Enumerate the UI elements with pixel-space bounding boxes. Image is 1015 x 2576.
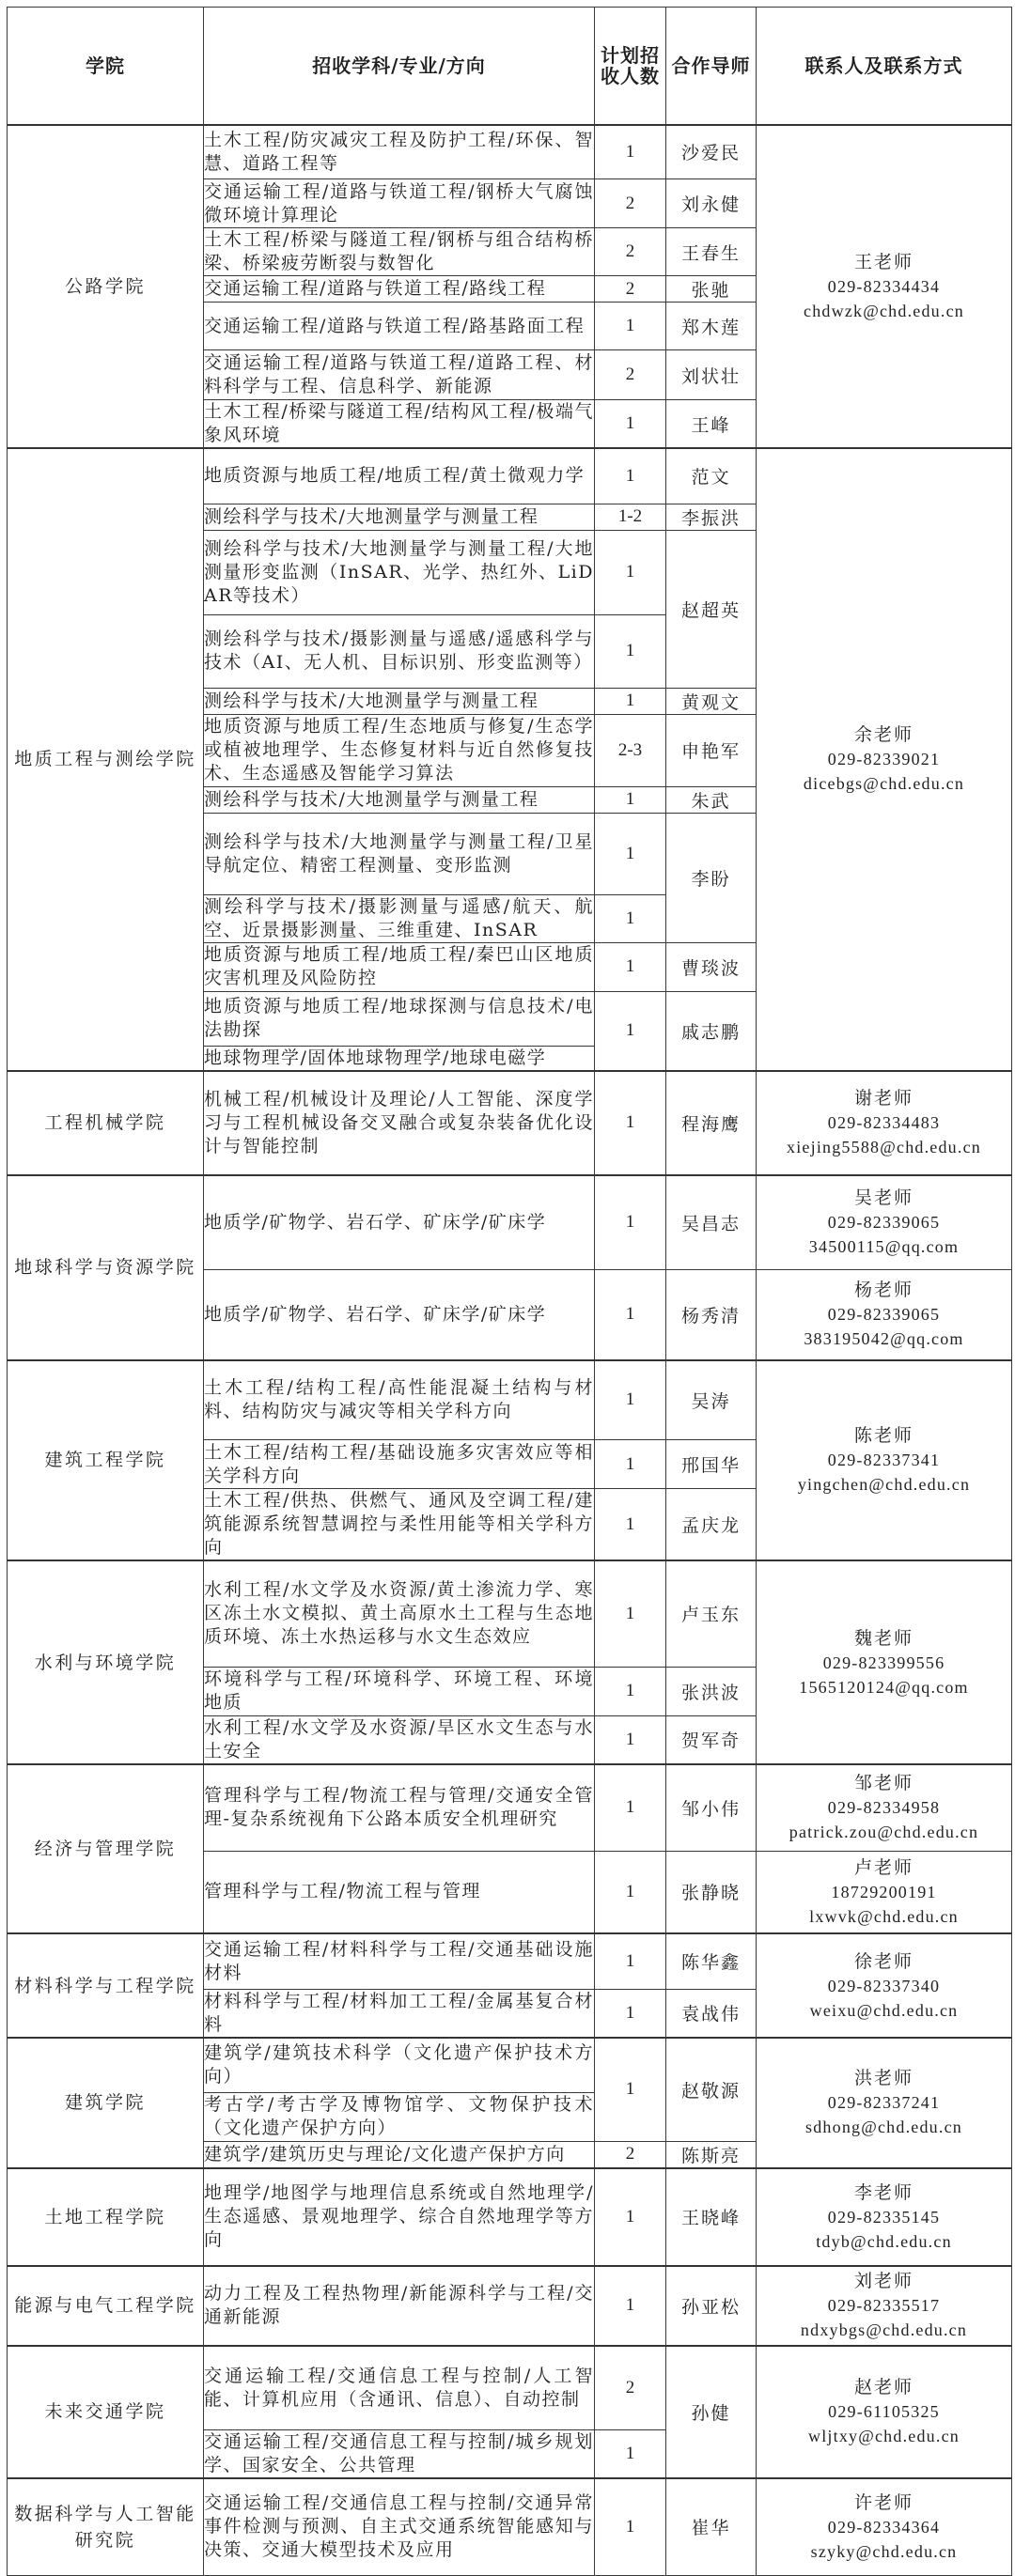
table-row <box>8 2168 1012 2266</box>
college-cell: 地质工程与测绘学院 <box>8 448 204 1071</box>
header-contact: 联系人及联系方式 <box>757 8 1012 125</box>
subject-cell: 水利工程/水文学及水资源/旱区水文生态与水土安全 <box>204 1715 595 1764</box>
contact-cell <box>757 2478 1012 2575</box>
contact-phone: 029-823399556 <box>822 1653 945 1672</box>
contact-phone: 029-82337241 <box>827 2093 941 2113</box>
contact-name: 王老师 <box>853 251 914 272</box>
quota-cell: 1 <box>595 2266 666 2346</box>
contact-email: 1565120124@qq.com <box>799 1677 969 1697</box>
quota-cell: 1 <box>595 1071 666 1175</box>
quota-cell: 1 <box>595 894 666 942</box>
contact-email: 383195042@qq.com <box>804 1329 964 1349</box>
quota-cell: 2 <box>595 179 666 228</box>
college-cell: 公路学院 <box>8 125 204 449</box>
contact-phone: 029-61105325 <box>828 2402 940 2422</box>
quota-cell: 1 <box>595 2430 666 2479</box>
quota-cell: 1 <box>595 125 666 179</box>
contact-name: 杨老师 <box>853 1280 914 1301</box>
subject-cell: 交通运输工程/交通信息工程与控制/交通异常事件检测与预测、自主式交通系统智能感知与决策、交通大模型技术及应用 <box>204 2478 595 2575</box>
mentor-cell: 曹琰波 <box>666 942 757 991</box>
college-cell: 经济与管理学院 <box>8 1764 204 1933</box>
quota-cell: 1 <box>595 1715 666 1764</box>
college-cell: 水利与环境学院 <box>8 1560 204 1764</box>
quota-cell: 1 <box>595 2478 666 2575</box>
mentor-cell: 贺军奇 <box>666 1715 757 1764</box>
contact-cell <box>757 1071 1012 1175</box>
contact-phone: 18729200191 <box>831 1882 937 1901</box>
contact-email: yingchen@chd.edu.cn <box>797 1475 971 1495</box>
subject-cell: 交通运输工程/交通信息工程与控制/城乡规划学、国家安全、公共管理 <box>204 2430 595 2479</box>
mentor-cell: 吴涛 <box>666 1360 757 1440</box>
header-college: 学院 <box>8 8 204 125</box>
subject-cell: 地理学/地图学与地理信息系统或自然地理学/生态遥感、景观地理学、综合自然地理学等方向 <box>204 2168 595 2266</box>
quota-cell: 2 <box>595 350 666 400</box>
contact-email: lxwvk@chd.edu.cn <box>809 1906 959 1926</box>
quota-cell: 2 <box>595 228 666 276</box>
college-cell: 建筑学院 <box>8 2038 204 2168</box>
subject-cell: 地质资源与地质工程/生态地质与修复/生态学或植被地理学、生态修复材料与近自然修复技术、生态遥感及智能学习算法 <box>204 714 595 786</box>
mentor-cell: 程海鹰 <box>666 1071 757 1175</box>
contact-phone: 029-82337341 <box>827 1451 941 1470</box>
table-row <box>8 1360 1012 1440</box>
mentor-cell: 孙健 <box>666 2346 757 2479</box>
contact-email: 34500115@qq.com <box>808 1237 960 1257</box>
mentor-cell: 张静晓 <box>666 1851 757 1933</box>
table-header-row <box>8 8 1012 125</box>
contact-cell <box>757 1764 1012 1851</box>
mentor-cell: 陈斯亮 <box>666 2141 757 2168</box>
subject-cell: 地质学/矿物学、岩石学、矿床学/矿床学 <box>204 1270 595 1360</box>
college-cell: 数据科学与人工智能研究院 <box>8 2478 204 2575</box>
quota-cell: 1 <box>595 942 666 991</box>
contact-name: 邹老师 <box>853 1773 914 1794</box>
mentor-cell: 黄观文 <box>666 688 757 714</box>
subject-cell: 环境科学与工程/环境科学、环境工程、环境地质 <box>204 1667 595 1715</box>
subject-cell: 测绘科学与技术/大地测量学与测量工程 <box>204 688 595 714</box>
quota-cell: 1 <box>595 530 666 614</box>
table-row <box>8 125 1012 179</box>
mentor-cell: 王峰 <box>666 400 757 449</box>
contact-cell <box>757 2038 1012 2168</box>
subject-cell: 测绘科学与技术/大地测量学与测量工程 <box>204 786 595 813</box>
contact-cell <box>757 2266 1012 2346</box>
subject-cell: 考古学/考古学及博物馆学、文物保护技术（文化遗产保护方向） <box>204 2092 595 2141</box>
table-row <box>8 2478 1012 2575</box>
subject-cell: 材料科学与工程/材料加工工程/金属基复合材料 <box>204 1989 595 2038</box>
quota-cell: 1 <box>595 991 666 1071</box>
contact-name: 洪老师 <box>853 2068 914 2089</box>
college-cell: 地球科学与资源学院 <box>8 1175 204 1360</box>
mentor-cell: 邹小伟 <box>666 1764 757 1851</box>
contact-name: 陈老师 <box>853 1425 914 1447</box>
subject-cell: 土木工程/桥梁与隧道工程/钢桥与组合结构桥梁、桥梁疲劳断裂与数智化 <box>204 228 595 276</box>
mentor-cell: 李振洪 <box>666 504 757 530</box>
mentor-cell: 郑木莲 <box>666 303 757 350</box>
mentor-cell: 邢国华 <box>666 1440 757 1489</box>
college-cell: 建筑工程学院 <box>8 1360 204 1561</box>
quota-cell: 1 <box>595 1933 666 1989</box>
contact-cell <box>757 1270 1012 1360</box>
mentor-cell: 陈华鑫 <box>666 1933 757 1989</box>
quota-cell: 1 <box>595 1667 666 1715</box>
quota-cell: 1 <box>595 1360 666 1440</box>
subject-cell: 测绘科学与技术/摄影测量与遥感/航天、航空、近景摄影测量、三维重建、InSAR <box>204 894 595 942</box>
mentor-cell: 王晓峰 <box>666 2168 757 2266</box>
subject-cell: 测绘科学与技术/摄影测量与遥感/遥感科学与技术（AI、无人机、目标识别、形变监测等） <box>204 614 595 688</box>
subject-cell: 管理科学与工程/物流工程与管理 <box>204 1851 595 1933</box>
quota-cell: 2 <box>595 2346 666 2430</box>
contact-phone: 029-82334364 <box>827 2517 941 2537</box>
mentor-cell: 袁战伟 <box>666 1989 757 2038</box>
contact-phone: 029-82339065 <box>827 1305 941 1325</box>
contact-phone: 029-82334483 <box>827 1113 941 1132</box>
contact-name: 刘老师 <box>853 2271 914 2291</box>
contact-email: weixu@chd.edu.cn <box>809 2000 959 2020</box>
contact-cell <box>757 448 1012 1071</box>
header-subject: 招收学科/专业/方向 <box>204 8 595 125</box>
table-row <box>8 448 1012 504</box>
mentor-cell: 戚志鹏 <box>666 991 757 1071</box>
subject-cell: 地质资源与地质工程/地质工程/秦巴山区地质灾害机理及风险防控 <box>204 942 595 991</box>
subject-cell: 地质学/矿物学、岩石学、矿床学/矿床学 <box>204 1175 595 1270</box>
table-row <box>8 1175 1012 1270</box>
contact-name: 李老师 <box>853 2181 914 2203</box>
subject-cell: 交通运输工程/材料科学与工程/交通基础设施材料 <box>204 1933 595 1989</box>
mentor-cell: 范文 <box>666 448 757 504</box>
subject-cell: 管理科学与工程/物流工程与管理/交通安全管理-复杂系统视角下公路本质安全机理研究 <box>204 1764 595 1851</box>
contact-phone: 029-82337340 <box>827 1976 941 1995</box>
mentor-cell: 朱武 <box>666 786 757 813</box>
quota-cell: 1 <box>595 1851 666 1933</box>
subject-cell: 土木工程/结构工程/高性能混凝土结构与材料、结构防灾与减灾等相关学科方向 <box>204 1360 595 1440</box>
header-quota: 计划招收人数 <box>595 8 666 125</box>
subject-cell: 水利工程/水文学及水资源/黄土渗流力学、寒区冻土水文模拟、黄土高原水土工程与生态地质环境、冻土水热运移与水文生态效应 <box>204 1560 595 1667</box>
recruitment-table <box>7 7 1012 2576</box>
quota-cell: 2 <box>595 276 666 303</box>
subject-cell: 地质资源与地质工程/地质工程/黄土微观力学 <box>204 448 595 504</box>
quota-cell: 1 <box>595 448 666 504</box>
contact-email: chdwzk@chd.edu.cn <box>804 301 964 320</box>
mentor-cell: 张洪波 <box>666 1667 757 1715</box>
contact-phone: 029-82339065 <box>827 1213 941 1233</box>
contact-cell <box>757 1360 1012 1561</box>
quota-cell: 1 <box>595 1440 666 1489</box>
table-row <box>8 1764 1012 1851</box>
contact-name: 余老师 <box>853 724 914 746</box>
subject-cell: 土木工程/桥梁与隧道工程/结构风工程/极端气象风环境 <box>204 400 595 449</box>
contact-email: tdyb@chd.edu.cn <box>816 2231 952 2251</box>
mentor-cell: 刘状壮 <box>666 350 757 400</box>
quota-cell: 1 <box>595 2168 666 2266</box>
mentor-cell: 赵敬源 <box>666 2038 757 2141</box>
subject-cell: 测绘科学与技术/大地测量学与测量工程/大地测量形变监测（InSAR、光学、热红外、LiDAR等技术） <box>204 530 595 614</box>
contact-email: dicebgs@chd.edu.cn <box>803 774 965 794</box>
college-cell: 材料科学与工程学院 <box>8 1933 204 2038</box>
college-cell: 未来交通学院 <box>8 2346 204 2479</box>
subject-cell: 建筑学/建筑技术科学（文化遗产保护技术方向） <box>204 2038 595 2092</box>
quota-cell: 1 <box>595 1270 666 1360</box>
table-row <box>8 1933 1012 1989</box>
contact-name: 魏老师 <box>853 1627 914 1649</box>
contact-cell <box>757 2168 1012 2266</box>
contact-cell <box>757 1933 1012 2038</box>
subject-cell: 土木工程/结构工程/基础设施多灾害效应等相关学科方向 <box>204 1440 595 1489</box>
subject-cell: 交通运输工程/道路与铁道工程/道路工程、材料科学与工程、信息科学、新能源 <box>204 350 595 400</box>
contact-name: 许老师 <box>853 2491 914 2513</box>
header-mentor: 合作导师 <box>666 8 757 125</box>
subject-cell: 测绘科学与技术/大地测量学与测量工程/卫星导航定位、精密工程测量、变形监测 <box>204 813 595 894</box>
quota-cell: 1 <box>595 1560 666 1667</box>
subject-cell: 测绘科学与技术/大地测量学与测量工程 <box>204 504 595 530</box>
mentor-cell: 王春生 <box>666 228 757 276</box>
contact-email: xiejing5588@chd.edu.cn <box>787 1138 981 1156</box>
mentor-cell: 张驰 <box>666 276 757 303</box>
subject-cell: 交通运输工程/交通信息工程与控制/人工智能、计算机应用（含通讯、信息）、自动控制 <box>204 2346 595 2430</box>
subject-cell: 地质资源与地质工程/地球探测与信息技术/电法勘探 <box>204 991 595 1046</box>
contact-phone: 029-82334958 <box>827 1798 941 1818</box>
college-cell: 能源与电气工程学院 <box>8 2266 204 2346</box>
contact-cell <box>757 125 1012 449</box>
mentor-cell: 沙爱民 <box>666 125 757 179</box>
mentor-cell: 李盼 <box>666 813 757 942</box>
contact-email: ndxybgs@chd.edu.cn <box>800 2320 968 2339</box>
mentor-cell: 杨秀清 <box>666 1270 757 1360</box>
contact-phone: 029-82335145 <box>827 2207 941 2227</box>
mentor-cell: 崔华 <box>666 2478 757 2575</box>
contact-cell <box>757 1175 1012 1270</box>
contact-cell <box>757 1851 1012 1933</box>
mentor-cell: 孙亚松 <box>666 2266 757 2346</box>
table-row <box>8 2038 1012 2092</box>
mentor-cell: 赵超英 <box>666 530 757 688</box>
quota-cell: 1 <box>595 400 666 449</box>
mentor-cell: 刘永健 <box>666 179 757 228</box>
mentor-cell: 申艳军 <box>666 714 757 786</box>
contact-phone: 029-82334434 <box>827 276 941 296</box>
quota-cell: 1 <box>595 1764 666 1851</box>
quota-cell: 1 <box>595 614 666 688</box>
mentor-cell: 吴昌志 <box>666 1175 757 1270</box>
contact-email: patrick.zou@chd.edu.cn <box>789 1823 979 1842</box>
contact-cell <box>757 1560 1012 1764</box>
contact-name: 吴老师 <box>853 1187 914 1209</box>
quota-cell: 1 <box>595 688 666 714</box>
contact-cell <box>757 2346 1012 2479</box>
contact-name: 卢老师 <box>853 1856 914 1878</box>
contact-email: sdhong@chd.edu.cn <box>805 2118 962 2137</box>
college-cell: 土地工程学院 <box>8 2168 204 2266</box>
quota-cell: 1 <box>595 1175 666 1270</box>
contact-email: szyky@chd.edu.cn <box>810 2541 958 2561</box>
table-row <box>8 2266 1012 2346</box>
subject-cell: 交通运输工程/道路与铁道工程/路线工程 <box>204 276 595 303</box>
subject-cell: 土木工程/防灾减灾工程及防护工程/环保、智慧、道路工程等 <box>204 125 595 179</box>
quota-cell: 2 <box>595 2141 666 2168</box>
subject-cell: 土木工程/供热、供燃气、通风及空调工程/建筑能源系统智慧调控与柔性用能等相关学科方向 <box>204 1489 595 1561</box>
table-row <box>8 1560 1012 1667</box>
table-row <box>8 1071 1012 1175</box>
contact-name: 谢老师 <box>853 1088 914 1109</box>
subject-cell: 地球物理学/固体地球物理学/地球电磁学 <box>204 1046 595 1071</box>
contact-phone: 029-82339021 <box>827 750 941 769</box>
mentor-cell: 卢玉东 <box>666 1560 757 1667</box>
contact-email: wljtxy@chd.edu.cn <box>808 2427 960 2446</box>
contact-phone: 029-82335517 <box>827 2296 941 2315</box>
quota-cell: 1 <box>595 2038 666 2141</box>
quota-cell: 1 <box>595 813 666 894</box>
quota-cell: 1-2 <box>595 504 666 530</box>
contact-name: 赵老师 <box>853 2377 914 2398</box>
subject-cell: 建筑学/建筑历史与理论/文化遗产保护方向 <box>204 2141 595 2168</box>
subject-cell: 机械工程/机械设计及理论/人工智能、深度学习与工程机械设备交叉融合或复杂装备优化设计与智能控制 <box>204 1071 595 1175</box>
quota-cell: 1 <box>595 1489 666 1561</box>
quota-cell: 1 <box>595 303 666 350</box>
subject-cell: 动力工程及工程热物理/新能源科学与工程/交通新能源 <box>204 2266 595 2346</box>
quota-cell: 1 <box>595 786 666 813</box>
subject-cell: 交通运输工程/道路与铁道工程/钢桥大气腐蚀微环境计算理论 <box>204 179 595 228</box>
table-row <box>8 2346 1012 2430</box>
subject-cell: 交通运输工程/道路与铁道工程/路基路面工程 <box>204 303 595 350</box>
mentor-cell: 孟庆龙 <box>666 1489 757 1561</box>
college-cell: 工程机械学院 <box>8 1071 204 1175</box>
quota-cell: 1 <box>595 1989 666 2038</box>
contact-name: 徐老师 <box>853 1950 914 1972</box>
quota-cell: 2-3 <box>595 714 666 786</box>
